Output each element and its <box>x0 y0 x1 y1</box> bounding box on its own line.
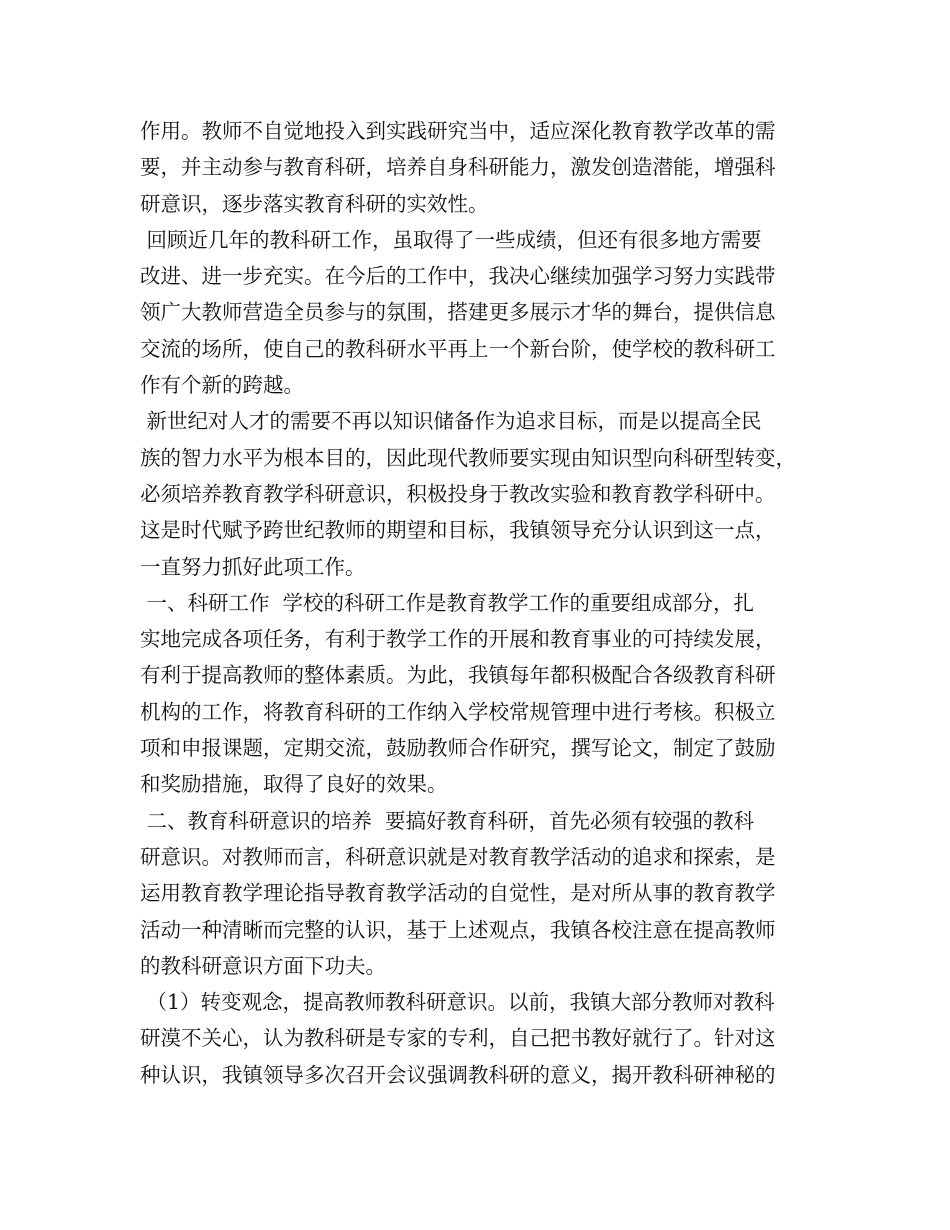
text-line: 必须培养教育教学科研意识，积极投身于教改实验和教育教学科研中。 <box>140 481 776 506</box>
text-line: 有利于提高教师的整体素质。为此，我镇每年都积极配合各级教育科研 <box>140 663 776 688</box>
text-line: 和奖励措施，取得了良好的效果。 <box>140 772 448 797</box>
body-text <box>140 113 830 1093</box>
text-line: 交流的场所，使自己的教科研水平再上一个新台阶，使学校的教科研工 <box>140 336 776 361</box>
text-line: 活动一种清晰而完整的认识，基于上述观点，我镇各校注意在提高教师 <box>140 917 776 942</box>
text-line: 二、教育科研意识的培养 要搞好教育科研，首先必须有较强的教科 <box>140 808 755 833</box>
text-line: 作用。教师不自觉地投入到实践研究当中，适应深化教育教学改革的需 <box>140 119 776 143</box>
text-line: 回顾近几年的教科研工作，虽取得了一些成绩，但还有很多地方需要 <box>140 227 762 252</box>
text-line: 领广大教师营造全员参与的氛围，搭建更多展示才华的舞台，提供信息 <box>140 300 776 325</box>
text-line: 的教科研意识方面下功夫。 <box>140 953 386 978</box>
text-line: 改进、进一步充实。在今后的工作中，我决心继续加强学习努力实践带 <box>140 264 776 289</box>
text-line: 这是时代赋予跨世纪教师的期望和目标，我镇领导充分认识到这一点， <box>140 518 776 543</box>
text-line: 运用教育教学理论指导教育教学活动的自觉性，是对所从事的教育教学 <box>140 881 776 906</box>
text-line: 族的智力水平为根本目的，因此现代教师要实现由知识型向科研型转变， <box>140 445 796 470</box>
text-line: 实地完成各项任务，有利于教学工作的开展和教育事业的可持续发展， <box>140 627 776 652</box>
text-line: 种认识，我镇领导多次召开会议强调教科研的意义，揭开教科研神秘的 <box>140 1062 776 1087</box>
text-line: 新世纪对人才的需要不再以知识储备作为追求目标，而是以提高全民 <box>140 409 762 434</box>
text-line: 作有个新的跨越。 <box>140 373 304 398</box>
text-line: 研意识，逐步落实教育科研的实效性。 <box>140 191 489 216</box>
text-line: 一直努力抓好此项工作。 <box>140 554 366 579</box>
text-line: 项和申报课题，定期交流，鼓励教师合作研究，撰写论文，制定了鼓励 <box>140 736 776 761</box>
text-line: 机构的工作，将教育科研的工作纳入学校常规管理中进行考核。积极立 <box>140 699 776 724</box>
text-line: 要，并主动参与教育科研，培养自身科研能力，激发创造潜能，增强科 <box>140 155 776 180</box>
text-line: 研漠不关心，认为教科研是专家的专利，自己把书教好就行了。针对这 <box>140 1026 776 1051</box>
text-line: 一、科研工作 学校的科研工作是教育教学工作的重要组成部分，扎 <box>140 590 755 615</box>
text-line: （1）转变观念，提高教师教科研意识。以前，我镇大部分教师对教科 <box>140 990 775 1015</box>
text-line: 研意识。对教师而言，科研意识就是对教育教学活动的追求和探索，是 <box>140 844 776 869</box>
